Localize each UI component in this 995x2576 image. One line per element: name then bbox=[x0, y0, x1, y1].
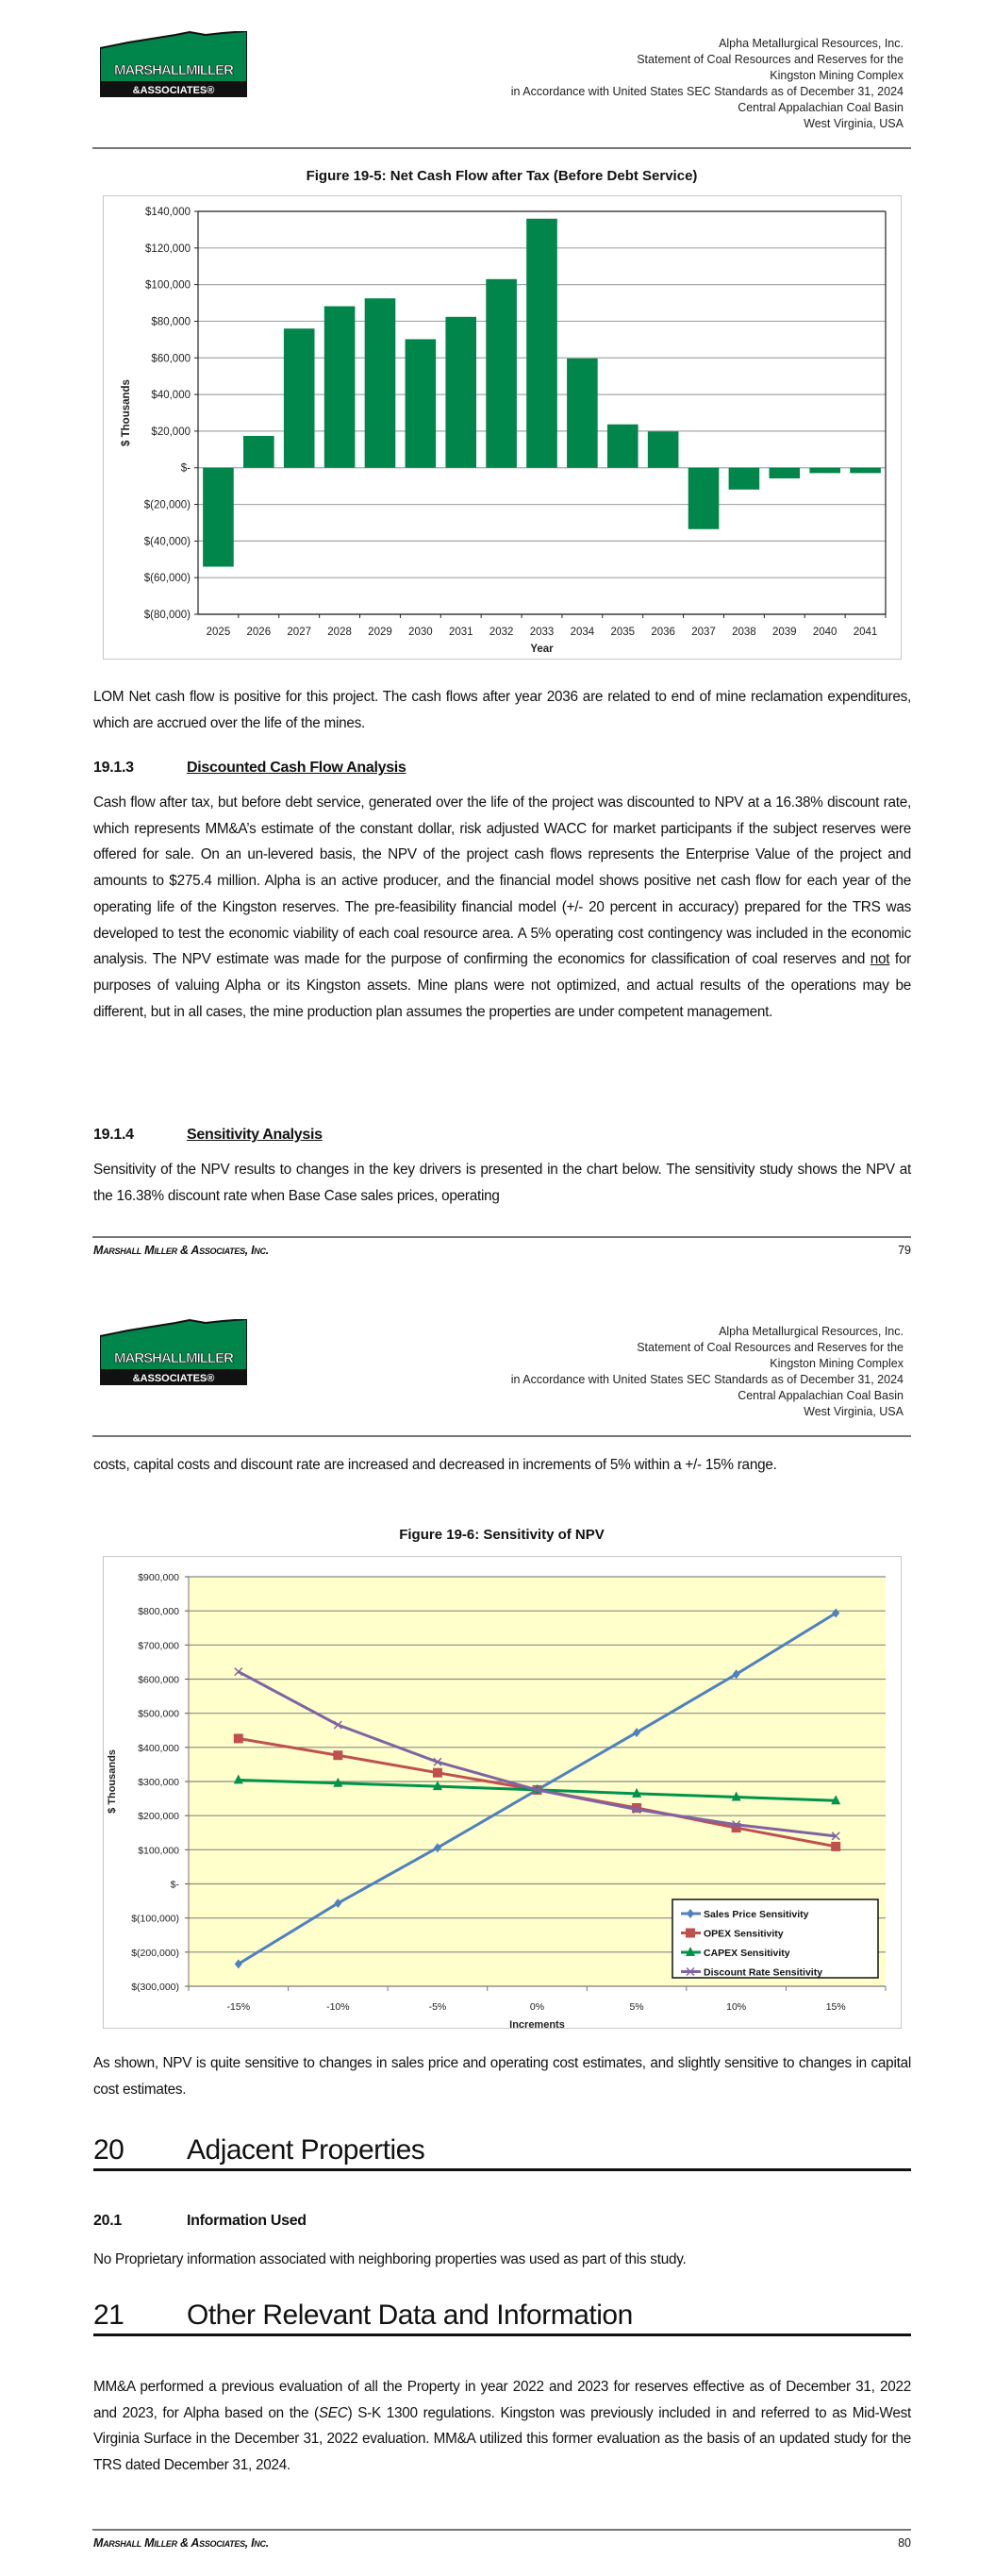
header-divider bbox=[92, 147, 911, 149]
bar-2037 bbox=[688, 468, 720, 529]
y-tick-label: $800,000 bbox=[138, 1606, 179, 1618]
x-tick-label: 15% bbox=[825, 2001, 846, 2013]
footer-divider bbox=[92, 1236, 911, 1238]
x-tick-label: 2035 bbox=[610, 627, 636, 638]
legend-label-sales-price-sensitivity: Sales Price Sensitivity bbox=[704, 1909, 809, 1920]
header-line: Kingston Mining Complex bbox=[770, 69, 904, 82]
x-tick-label: 2040 bbox=[812, 627, 837, 638]
x-tick-label: 5% bbox=[629, 2001, 644, 2013]
marshall-miller-logo-icon bbox=[100, 1319, 247, 1385]
y-tick-label: $(80,000) bbox=[143, 610, 191, 621]
header-line: in Accordance with United States SEC Standards as of December 31, 2024 bbox=[510, 85, 904, 98]
paragraph-as-shown: As shown, NPV is quite sensitive to changes in sales price and operating cost estimates, and slightly sensitive to changes in capital cost estimates. bbox=[93, 2055, 911, 2098]
document-header bbox=[511, 1324, 904, 1420]
svg-text:&ASSOCIATES®: &ASSOCIATES® bbox=[132, 1373, 215, 1384]
section-number: 19.1.4 bbox=[93, 1127, 134, 1143]
bar-2030 bbox=[406, 339, 437, 467]
section-number: 20.1 bbox=[93, 2213, 122, 2229]
header-line: in Accordance with United States SEC Standards as of December 31, 2024 bbox=[510, 1373, 904, 1386]
y-tick-label: $20,000 bbox=[151, 426, 191, 438]
y-tick-label: $140,000 bbox=[145, 207, 191, 218]
section-number: 21 bbox=[93, 2300, 124, 2331]
footer-company: Marshall Miller & Associates, Inc. bbox=[93, 1244, 269, 1257]
y-tick-label: $(40,000) bbox=[143, 536, 191, 548]
section-number: 20 bbox=[93, 2134, 124, 2166]
x-tick-label: 2025 bbox=[206, 627, 231, 638]
section-heading-20 bbox=[93, 2134, 911, 2171]
y-tick-label: $80,000 bbox=[151, 316, 191, 328]
x-tick-label: 2026 bbox=[246, 627, 272, 638]
header-line: Alpha Metallurgical Resources, Inc. bbox=[719, 37, 904, 50]
bar-2036 bbox=[648, 431, 679, 467]
x-tick-label: -5% bbox=[428, 2001, 447, 2013]
footer-divider bbox=[92, 2529, 911, 2531]
figure-title: Figure 19-5: Net Cash Flow after Tax (Before Debt Service) bbox=[306, 168, 698, 184]
header-divider bbox=[92, 1435, 911, 1437]
x-tick-label: 2038 bbox=[732, 627, 756, 638]
x-tick-label: 10% bbox=[726, 2001, 747, 2013]
paragraph-other-data bbox=[93, 2374, 911, 2479]
y-tick-label: $(300,000) bbox=[131, 1982, 179, 1993]
bar-2026 bbox=[243, 436, 274, 468]
bar-2029 bbox=[365, 298, 396, 468]
bar-2027 bbox=[284, 328, 315, 468]
page-footer bbox=[93, 2536, 911, 2550]
section-title: Sensitivity Analysis bbox=[187, 1127, 323, 1143]
y-tick-label: $- bbox=[180, 462, 191, 475]
document-header bbox=[511, 36, 904, 132]
x-tick-label: 2033 bbox=[529, 627, 555, 638]
bar-2040 bbox=[809, 468, 840, 474]
section-heading-19-1-4 bbox=[93, 1127, 323, 1144]
x-tick-label: 2031 bbox=[448, 627, 473, 638]
x-tick-label: 2041 bbox=[853, 627, 878, 638]
y-tick-label: $100,000 bbox=[145, 279, 191, 292]
section-heading-19-1-3 bbox=[93, 760, 406, 777]
y-tick-label: $(100,000) bbox=[131, 1913, 179, 1925]
header-line: Central Appalachian Coal Basin bbox=[738, 1389, 904, 1402]
figure-title: Figure 19-6: Sensitivity of NPV bbox=[399, 1527, 605, 1543]
section-title: Information Used bbox=[187, 2213, 307, 2229]
x-tick-label: 2030 bbox=[408, 627, 433, 638]
paragraph-text: Cash flow after tax, but before debt service, generated over the life of the project was discounted to NPV at a 16.38% discount rate, which represents MM&A’s estimate of the constant dollar, risk adjusted WACC for market participants if the subject reserves were offered for sale. On an un-levered basis, the NPV of the project cash flows represents the Enterprise Value of the project and amounts to $275.4 million. Alpha is an active producer, and the financial model shows positive net cash flow for each year of the operating life of the Kingston reserves. The pre-feasibility financial model (+/- 20 percent in accuracy) prepared for the TRS was developed to test the economic viability of each coal resource area. A 5% operating cost contingency was included in the economic analysis. The NPV estimate was made for the purpose of confirming the economics for classification of coal reserves and bbox=[93, 795, 911, 968]
x-axis-title: Increments bbox=[509, 2019, 565, 2028]
header-line: West Virginia, USA bbox=[804, 1405, 904, 1418]
bar-2031 bbox=[445, 317, 476, 468]
legend-marker-opex-sensitivity bbox=[686, 1929, 695, 1938]
x-tick-label: 2034 bbox=[570, 627, 595, 638]
data-point-opex-sensitivity bbox=[433, 1768, 442, 1778]
paragraph-lom: LOM Net cash flow is positive for this project. The cash flows after year 2036 are related to end of mine reclamation expenditures, which are accrued over the life of the mines. bbox=[93, 689, 911, 731]
net-cash-flow-chart bbox=[103, 195, 902, 660]
y-tick-label: $100,000 bbox=[138, 1845, 179, 1857]
header-line: Statement of Coal Resources and Reserves for the bbox=[637, 1341, 904, 1354]
x-tick-label: 2036 bbox=[651, 627, 675, 638]
bar-2038 bbox=[729, 468, 760, 490]
marshall-miller-logo-icon bbox=[100, 31, 247, 97]
header-line: Kingston Mining Complex bbox=[770, 1357, 904, 1370]
x-tick-label: 2032 bbox=[489, 627, 514, 638]
y-tick-label: $(200,000) bbox=[131, 1947, 179, 1959]
data-point-opex-sensitivity bbox=[234, 1733, 243, 1743]
y-axis-title: $ Thousands bbox=[121, 379, 132, 446]
paragraph-dcf bbox=[93, 790, 911, 1025]
footer-company: Marshall Miller & Associates, Inc. bbox=[93, 2536, 269, 2550]
section-number: 19.1.3 bbox=[93, 760, 134, 776]
x-tick-label: -10% bbox=[326, 2001, 350, 2013]
header-line: Central Appalachian Coal Basin bbox=[738, 101, 904, 114]
paragraph-text: ) S-K 1300 regulations. Kingston was previously included in and referred to as Mid-West Virginia Surface in the December 31, 2022 evaluation. MM&A utilized this former evaluation as the basis of an updated study for the TRS dated December 31, 2024. bbox=[93, 2404, 912, 2474]
x-tick-label: 2027 bbox=[287, 627, 312, 638]
svg-text:&ASSOCIATES®: &ASSOCIATES® bbox=[132, 85, 215, 96]
paragraph-text: for purposes of valuing Alpha or its Kingston assets. Mine plans were not optimized, and actual results of the operations may be different, but in all cases, the mine production plan assumes the properties are under competent management. bbox=[93, 951, 911, 1020]
page-number: 79 bbox=[898, 1244, 911, 1257]
header-line: Alpha Metallurgical Resources, Inc. bbox=[719, 1325, 904, 1338]
section-title: Other Relevant Data and Information bbox=[187, 2300, 633, 2331]
header-line: West Virginia, USA bbox=[804, 117, 904, 130]
paragraph-information-used: No Proprietary information associated with neighboring properties was used as part of this study. bbox=[93, 2251, 687, 2267]
x-tick-label: 2028 bbox=[327, 627, 352, 638]
y-tick-label: $600,000 bbox=[138, 1674, 179, 1686]
x-tick-label: 2029 bbox=[368, 627, 392, 638]
y-tick-label: $120,000 bbox=[145, 243, 191, 255]
bar-2034 bbox=[567, 359, 598, 468]
section-heading-20-1 bbox=[93, 2213, 307, 2230]
x-tick-label: 2037 bbox=[691, 627, 716, 638]
svg-text:MARSHALLMILLER: MARSHALLMILLER bbox=[114, 62, 233, 78]
page-number: 80 bbox=[898, 2536, 911, 2550]
svg-text:MARSHALLMILLER: MARSHALLMILLER bbox=[114, 1350, 233, 1366]
bar-2028 bbox=[324, 307, 356, 468]
bar-2035 bbox=[607, 425, 638, 468]
bar-2032 bbox=[486, 279, 517, 468]
emphasis-not: not bbox=[870, 951, 890, 968]
data-point-opex-sensitivity bbox=[333, 1750, 342, 1760]
x-tick-label: 2039 bbox=[771, 627, 797, 638]
section-title: Discounted Cash Flow Analysis bbox=[187, 760, 406, 776]
paragraph-text: MM&A performed a previous evaluation of all the Property in year 2022 and 2023 for reserves effective as of December 31, 2022 and 2023, for Alpha based on the ( bbox=[93, 2379, 911, 2421]
bar-2033 bbox=[526, 219, 557, 468]
emphasis-sec: SEC bbox=[318, 2404, 348, 2421]
x-tick-label: -15% bbox=[226, 2001, 251, 2013]
y-tick-label: $60,000 bbox=[151, 353, 191, 365]
y-tick-label: $400,000 bbox=[138, 1742, 179, 1754]
x-axis-title: Year bbox=[530, 644, 554, 655]
paragraph-sensitivity: Sensitivity of the NPV results to changes in the key drivers is presented in the chart below. The sensitivity study shows the NPV at the 16.38% discount rate when Base Case sales prices, operating bbox=[93, 1162, 911, 1204]
page-footer bbox=[93, 1244, 911, 1257]
bar-2039 bbox=[769, 468, 800, 478]
y-tick-label: $900,000 bbox=[138, 1572, 179, 1583]
company-logo bbox=[100, 31, 247, 97]
y-tick-label: $200,000 bbox=[138, 1811, 179, 1823]
company-logo bbox=[100, 1319, 247, 1385]
y-axis-title: $ Thousands bbox=[107, 1749, 118, 1814]
section-title: Adjacent Properties bbox=[187, 2134, 425, 2166]
y-tick-label: $(20,000) bbox=[143, 499, 191, 511]
y-tick-label: $- bbox=[170, 1879, 179, 1891]
y-tick-label: $700,000 bbox=[138, 1640, 179, 1652]
bar-2025 bbox=[203, 468, 234, 567]
line-chart-svg bbox=[104, 1557, 901, 2028]
paragraph-continued: costs, capital costs and discount rate are increased and decreased in increments of 5% within a +/- 15% range. bbox=[93, 1457, 777, 1473]
bar-chart-svg bbox=[104, 196, 901, 659]
section-heading-21 bbox=[93, 2300, 911, 2336]
y-tick-label: $500,000 bbox=[138, 1708, 179, 1720]
legend-label-discount-rate-sensitivity: Discount Rate Sensitivity bbox=[704, 1966, 823, 1979]
legend-label-capex-sensitivity: CAPEX Sensitivity bbox=[704, 1948, 790, 1959]
data-point-opex-sensitivity bbox=[831, 1842, 840, 1851]
header-line: Statement of Coal Resources and Reserves for the bbox=[637, 53, 904, 66]
bar-2041 bbox=[850, 468, 881, 474]
y-tick-label: $40,000 bbox=[151, 390, 191, 402]
legend-label-opex-sensitivity: OPEX Sensitivity bbox=[704, 1928, 784, 1940]
y-tick-label: $300,000 bbox=[138, 1777, 179, 1788]
npv-sensitivity-chart bbox=[103, 1556, 902, 2029]
x-tick-label: 0% bbox=[529, 2001, 545, 2013]
y-tick-label: $(60,000) bbox=[143, 573, 191, 585]
